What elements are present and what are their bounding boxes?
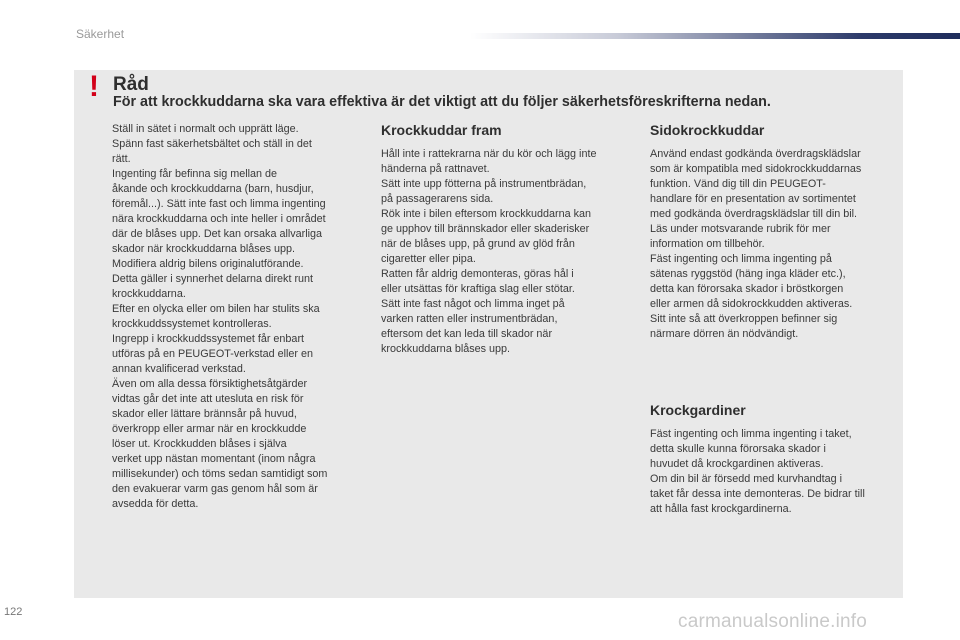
header-bar: [470, 33, 960, 39]
text-line: Spänn fast säkerhetsbältet och ställ in det: [112, 138, 312, 150]
text-line: huvudet då krockgardinen aktiveras.: [650, 458, 824, 470]
text-line: Ratten får aldrig demonteras, göras hål i: [381, 268, 574, 280]
panel-title: Råd: [113, 74, 149, 95]
text-line: Ingrepp i krockkuddssystemet får enbart: [112, 333, 305, 345]
text-line: handlare för en presentation av sortimentet: [650, 193, 856, 205]
text-line: krockkuddssystemet kontrolleras.: [112, 318, 272, 330]
text-line: eller armen då sidokrockkudden aktiveras.: [650, 298, 853, 310]
text-line: på passagerarens sida.: [381, 193, 494, 205]
text-line: ge upphov till brännskador eller skaderisker: [381, 223, 590, 235]
text-line: Fäst ingenting och limma ingenting på: [650, 253, 832, 265]
heading-front-airbags: Krockkuddar fram: [381, 122, 502, 138]
heading-curtain-airbags: Krockgardiner: [650, 402, 746, 418]
text-line: löser ut. Krockkudden blåses i själva: [112, 438, 287, 450]
text-line: sätenas ryggstöd (häng inga kläder etc.),: [650, 268, 846, 280]
text-line: krockkuddarna blåses upp.: [381, 343, 511, 355]
text-line: Ställ in sätet i normalt och upprätt läge.: [112, 123, 299, 135]
text-line: föremål...). Sätt inte fast och limma ingenting: [112, 198, 326, 210]
column-general: [112, 122, 364, 512]
text-line: Om din bil är försedd med kurvhandtag i: [650, 473, 843, 485]
column-curtain-airbags: [650, 402, 902, 517]
text-line: detta kan förorsaka skador i bröstkorgen: [650, 283, 844, 295]
text-line: detta skulle kunna förorsaka skador i: [650, 443, 826, 455]
text-line: Använd endast godkända överdragsklädslar: [650, 148, 861, 160]
text-line: att hålla fast krockgardinerna.: [650, 503, 792, 515]
watermark: carmanualsonline.info: [678, 611, 868, 632]
text-line: den evakuerar varm gas genom hål som är: [112, 483, 318, 495]
text-line: Även om alla dessa försiktighetsåtgärder: [112, 378, 308, 390]
panel-subtitle: För att krockkuddarna ska vara effektiva är det viktigt att du följer säkerhetsföreskrifterna nedan.: [113, 94, 771, 110]
text-line: varken ratten eller instrumentbrädan,: [381, 313, 558, 325]
text-line: Detta gäller i synnerhet delarna direkt runt: [112, 273, 314, 285]
text-line: Sitt inte så att överkroppen befinner sig: [650, 313, 838, 325]
text-line: information om tillbehör.: [650, 238, 765, 250]
text-line: vidtas går det inte att utesluta en risk för: [112, 393, 304, 405]
text-line: när de blåses upp, på grund av glöd från: [381, 238, 575, 250]
page-number: 122: [4, 606, 23, 618]
text-line: händerna på rattnavet.: [381, 163, 490, 175]
text-line: Håll inte i rattekrarna när du kör och lägg inte: [381, 148, 597, 160]
text-line: verket upp nästan momentant (inom några: [112, 453, 316, 465]
text-line: skador eller lättare brännsår på huvud,: [112, 408, 297, 420]
text-line: eftersom det kan leda till skador när: [381, 328, 553, 340]
text-line: nära krockkuddarna och inte heller i området: [112, 213, 326, 225]
text-line: åkande och krockkuddarna (barn, husdjur,: [112, 183, 314, 195]
text-line: Läs under motsvarande rubrik för mer: [650, 223, 831, 235]
text-line: annan kvalificerad verkstad.: [112, 363, 246, 375]
column-side-airbags: [650, 122, 902, 342]
text-line: med godkända överdragsklädslar till din bil.: [650, 208, 858, 220]
text-line: skador när krockkuddarna blåses upp.: [112, 243, 296, 255]
text-line: funktion. Vänd dig till din PEUGEOT-: [650, 178, 826, 190]
exclamation-icon: !: [89, 70, 99, 103]
section-label: Säkerhet: [76, 27, 125, 41]
text-line: Sätt inte upp fötterna på instrumentbrädan,: [381, 178, 587, 190]
heading-side-airbags: Sidokrockkuddar: [650, 122, 765, 138]
text-line: utföras på en PEUGEOT-verkstad eller en: [112, 348, 314, 360]
text-line: eller utsättas för kraftiga slag eller stötar.: [381, 283, 575, 295]
column-front-airbags: [381, 122, 631, 357]
text-line: millisekunder) och töms sedan samtidigt som: [112, 468, 328, 480]
text-line: Ingenting får befinna sig mellan de: [112, 168, 278, 180]
text-line: rätt.: [112, 153, 131, 165]
text-line: närmare dörren än nödvändigt.: [650, 328, 799, 340]
text-line: avsedda för detta.: [112, 498, 199, 510]
text-line: Fäst ingenting och limma ingenting i taket,: [650, 428, 852, 440]
text-line: taket får dessa inte demonteras. De bidrar till: [650, 488, 865, 500]
text-line: Modifiera aldrig bilens originalutförande.: [112, 258, 304, 270]
text-line: överkropp eller armar när en krockkudde: [112, 423, 307, 435]
text-line: Rök inte i bilen eftersom krockkuddarna kan: [381, 208, 592, 220]
text-line: krockkuddarna.: [112, 288, 186, 300]
text-line: där de blåses upp. Det kan orsaka allvarliga: [112, 228, 323, 240]
text-line: Efter en olycka eller om bilen har stulits ska: [112, 303, 320, 315]
text-line: Sätt inte fast något och limma inget på: [381, 298, 565, 310]
text-line: cigaretter eller pipa.: [381, 253, 476, 265]
text-line: som är kompatibla med sidokrockkuddarnas: [650, 163, 862, 175]
